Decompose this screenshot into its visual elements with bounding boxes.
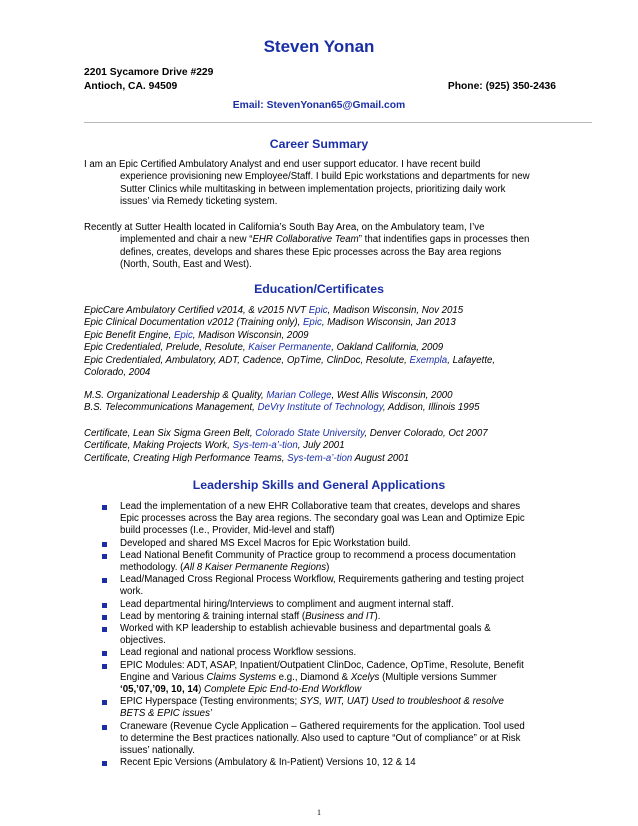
bullet-square-icon [102, 542, 107, 547]
header-divider [84, 122, 592, 123]
career-summary-heading: Career Summary [269, 137, 369, 151]
bullet-square-icon [102, 554, 107, 559]
email-line [0, 100, 638, 111]
bullet-square-icon [102, 615, 107, 620]
phone-number: Phone: (925) 350-2436 [447, 81, 556, 92]
certificate-item: Certificate, Making Projects Work, Sys-tem-a’-tion, July 2001 [84, 440, 345, 452]
career-paragraph-1 [84, 159, 564, 209]
career-p1-line: experience provisioning new Employee/Staff. I build Epic workstations and departments for new [120, 171, 530, 183]
leadership-bullet: Lead departmental hiring/Interviews to compliment and augment internal staff. [100, 599, 560, 611]
career-p2-line: (North, South, East and West). [120, 259, 252, 271]
bullet-square-icon [102, 700, 107, 705]
bullet-square-icon [102, 725, 107, 730]
leadership-bullet: Lead by mentoring & training internal staff (Business and IT). [100, 611, 560, 623]
bullet-square-icon [102, 578, 107, 583]
page-number: 1 [317, 808, 321, 817]
leadership-bullet: Lead regional and national process Workflow sessions. [100, 647, 560, 659]
leadership-bullet: Lead the implementation of a new EHR Collaborative team that creates, develops and shares Epic processes across the Bay area regions. The secondary goal was Lean and Optimize Epic build processes (I.e., Provider, Mid-level and staff) [100, 501, 560, 538]
career-p2-line: Recently at Sutter Health located in California’s South Bay Area, on the Ambulatory team, I’ve [84, 222, 485, 233]
education-item: Epic Clinical Documentation v2012 (Training only), Epic, Madison Wisconsin, Jan 2013 [84, 317, 456, 329]
leadership-bullet: Lead National Benefit Community of Practice group to recommend a process documentation methodology. (All 8 Kaiser Permanente Regions) [100, 550, 560, 574]
leadership-bullet: Recent Epic Versions (Ambulatory & In-Patient) Versions 10, 12 & 14 [100, 757, 560, 769]
career-p2-line [84, 234, 564, 246]
leadership-bullet: Worked with KP leadership to establish achievable business and departmental goals & objectives. [100, 623, 560, 647]
bullet-square-icon [102, 603, 107, 608]
career-p1-line: Sutter Clinics while multitasking in between implementation projects, prioritizing daily work [120, 183, 506, 195]
career-p2-line: defines, creates, develops and shares these Epic processes across the Bay area regions [120, 246, 502, 258]
career-p1-line: issues’ via Remedy ticketing system. [120, 196, 278, 208]
leadership-bullet: Developed and shared MS Excel Macros for Epic Workstation build. [100, 538, 560, 550]
address-line-2: Antioch, CA. 94509 [84, 81, 178, 92]
leadership-bullet: Craneware (Revenue Cycle Application – Gathered requirements for the application. Tool used to determine the Best practices nationally. Also used to capture “Out of compliance” or at Risk issues’ nationally. [100, 721, 560, 758]
bullet-square-icon [102, 761, 107, 766]
education-list [84, 305, 554, 379]
leadership-bullet: Lead/Managed Cross Regional Process Workflow, Requirements gathering and testing project work. [100, 574, 560, 598]
leadership-heading: Leadership Skills and General Applications [192, 478, 446, 492]
career-paragraph-2 [84, 222, 564, 272]
bullet-square-icon [102, 651, 107, 656]
certificate-item: Certificate, Lean Six Sigma Green Belt, Colorado State University, Denver Colorado, Oct 2007 [84, 428, 488, 439]
leadership-bullet-list [100, 501, 560, 769]
education-item: Epic Credentialed, Ambulatory, ADT, Cadence, OpTime, ClinDoc, Resolute, Exempla, Lafayette, [84, 354, 496, 366]
education-heading: Education/Certificates [254, 282, 384, 296]
leadership-bullet: EPIC Hyperspace (Testing environments; SYS, WIT, UAT) Used to troubleshoot & resolve BETS & EPIC issues’ [100, 696, 560, 720]
education-item: Colorado, 2004 [84, 367, 151, 379]
leadership-bullet: EPIC Modules: ADT, ASAP, Inpatient/Outpatient ClinDoc, Cadence, OpTime, Resolute, Benefit Engine and Various Claims Systems e.g., Diamond & Xcelys (Multiple versions Summer ‘05,’07,’09, 10, 14) Complete Epic End-to-End Workflow [100, 660, 560, 697]
candidate-name: Steven Yonan [263, 37, 375, 56]
bullet-square-icon [102, 627, 107, 632]
education-item: Epic Credentialed, Prelude, Resolute, Kaiser Permanente, Oakland California, 2009 [84, 342, 444, 354]
email-address[interactable]: StevenYonan65@Gmail.com [266, 100, 406, 111]
bullet-square-icon [102, 664, 107, 669]
education-item: EpicCare Ambulatory Certified v2014, & v2015 NVT Epic, Madison Wisconsin, Nov 2015 [84, 305, 464, 316]
degree-item: B.S. Telecommunications Management, DeVry Institute of Technology, Addison, Illinois 1995 [84, 402, 480, 414]
email-label: Email [232, 100, 261, 111]
degree-item: M.S. Organizational Leadership & Quality, Marian College, West Allis Wisconsin, 2000 [84, 390, 453, 401]
certificate-item: Certificate, Creating High Performance Teams, Sys-tem-a’-tion August 2001 [84, 452, 410, 464]
email-colon: : [260, 100, 267, 111]
bullet-square-icon [102, 505, 107, 510]
career-p1-line: I am an Epic Certified Ambulatory Analyst and end user support educator. I have recent build [84, 159, 481, 170]
degree-list [84, 390, 554, 415]
address-line-1: 2201 Sycamore Drive #229 [84, 67, 214, 78]
career-p2-text: ” that indentifies gaps in processes then [358, 234, 530, 246]
certificate-list [84, 428, 554, 465]
education-item: Epic Benefit Engine, Epic, Madison Wisconsin, 2009 [84, 329, 309, 341]
career-p2-team-name: EHR Collaborative Team [252, 234, 359, 246]
career-p2-text: implemented and chair a new “ [120, 234, 253, 246]
